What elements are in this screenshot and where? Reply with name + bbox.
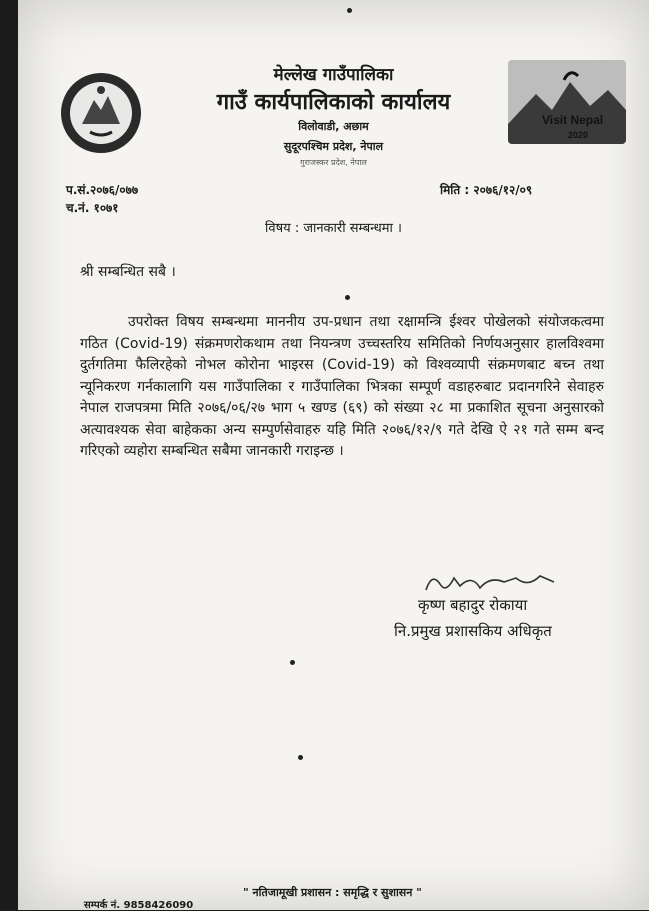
office-province: सुदूरपश्चिम प्रदेश, नेपाल (283, 140, 384, 153)
handwritten-signature (420, 568, 560, 598)
visit-nepal-text: Visit Nepal (542, 113, 604, 127)
signatory-title: नि.प्रमुख प्रशासकिय अधिकृत (394, 622, 552, 640)
municipality-name: मेल्लेख गाउँपालिका (273, 65, 394, 85)
letter-subject: विषय : जानकारी सम्बन्धमा । (265, 221, 402, 236)
letter-body: उपरोक्त विषय सम्बन्धमा माननीय उप-प्रधान तथा रक्षामन्त्रि ईश्वर पोखेलको संयोजकत्वमा गठित (Covid-19) संक्रमणरोकथाम तथा नियन्त्रण उच्चस्तरिय समितिको निर्णयअनुसार हालविश्वमा दुर्तगतिमा फैलिरहेको नोभल कोरोना भाइरस (Covid-19) को विश्वव्यापी संक्रमणबाट बच्न तथा न्यूनिकरण गर्नकालागि यस गाउँपालिका र गाउँपालिका भित्रका सम्पूर्ण वडाहरुबाट प्रदानगरिने सेवाहरु नेपाल राजपत्रमा मिति २०७६/०६/२७ भाग ५ खण्ड (६९) को संख्या २८ मा प्रकाशित सूचना अनुसारको अत्यावश्यक सेवा बाहेकका अन्य सम्पुर्णसेवाहरु यहि मिति २०७६/१२/९ गते देखि ऐ २१ गते सम्म बन्द गरिएको व्यहोरा सम्बन्धित सबैमा जानकारी गराइन्छ । (80, 314, 604, 459)
office-name: गाउँ कार्यपालिकाको कार्यालय (216, 90, 451, 115)
dot-mark (298, 755, 303, 760)
letter-page (18, 0, 649, 910)
visit-nepal-year: 2020 (568, 130, 589, 140)
letter-date: मिति : २०७६/१२/०९ (440, 183, 533, 197)
office-location: विलोवाडी, अछाम (298, 120, 369, 133)
dot-mark (290, 660, 295, 665)
footer-slogan: " नतिजामूखी प्रशासन : समृद्धि र सुशासन " (243, 886, 422, 899)
stamp-text: गुराजस्कर प्रदेश, नेपाल (300, 158, 367, 167)
chalani-number: च.नं. १०७१ (66, 201, 119, 215)
signatory-name: कृष्ण बहादुर रोकाया (418, 596, 528, 614)
footer-contact: सम्पर्क नं. 9858426090 (84, 900, 194, 911)
dot-mark (347, 8, 352, 13)
dot-mark (345, 295, 350, 300)
patra-sankhya: प.सं.२०७६/०७७ (66, 183, 139, 197)
letter-salutation: श्री सम्बन्धित सबै । (80, 264, 176, 280)
